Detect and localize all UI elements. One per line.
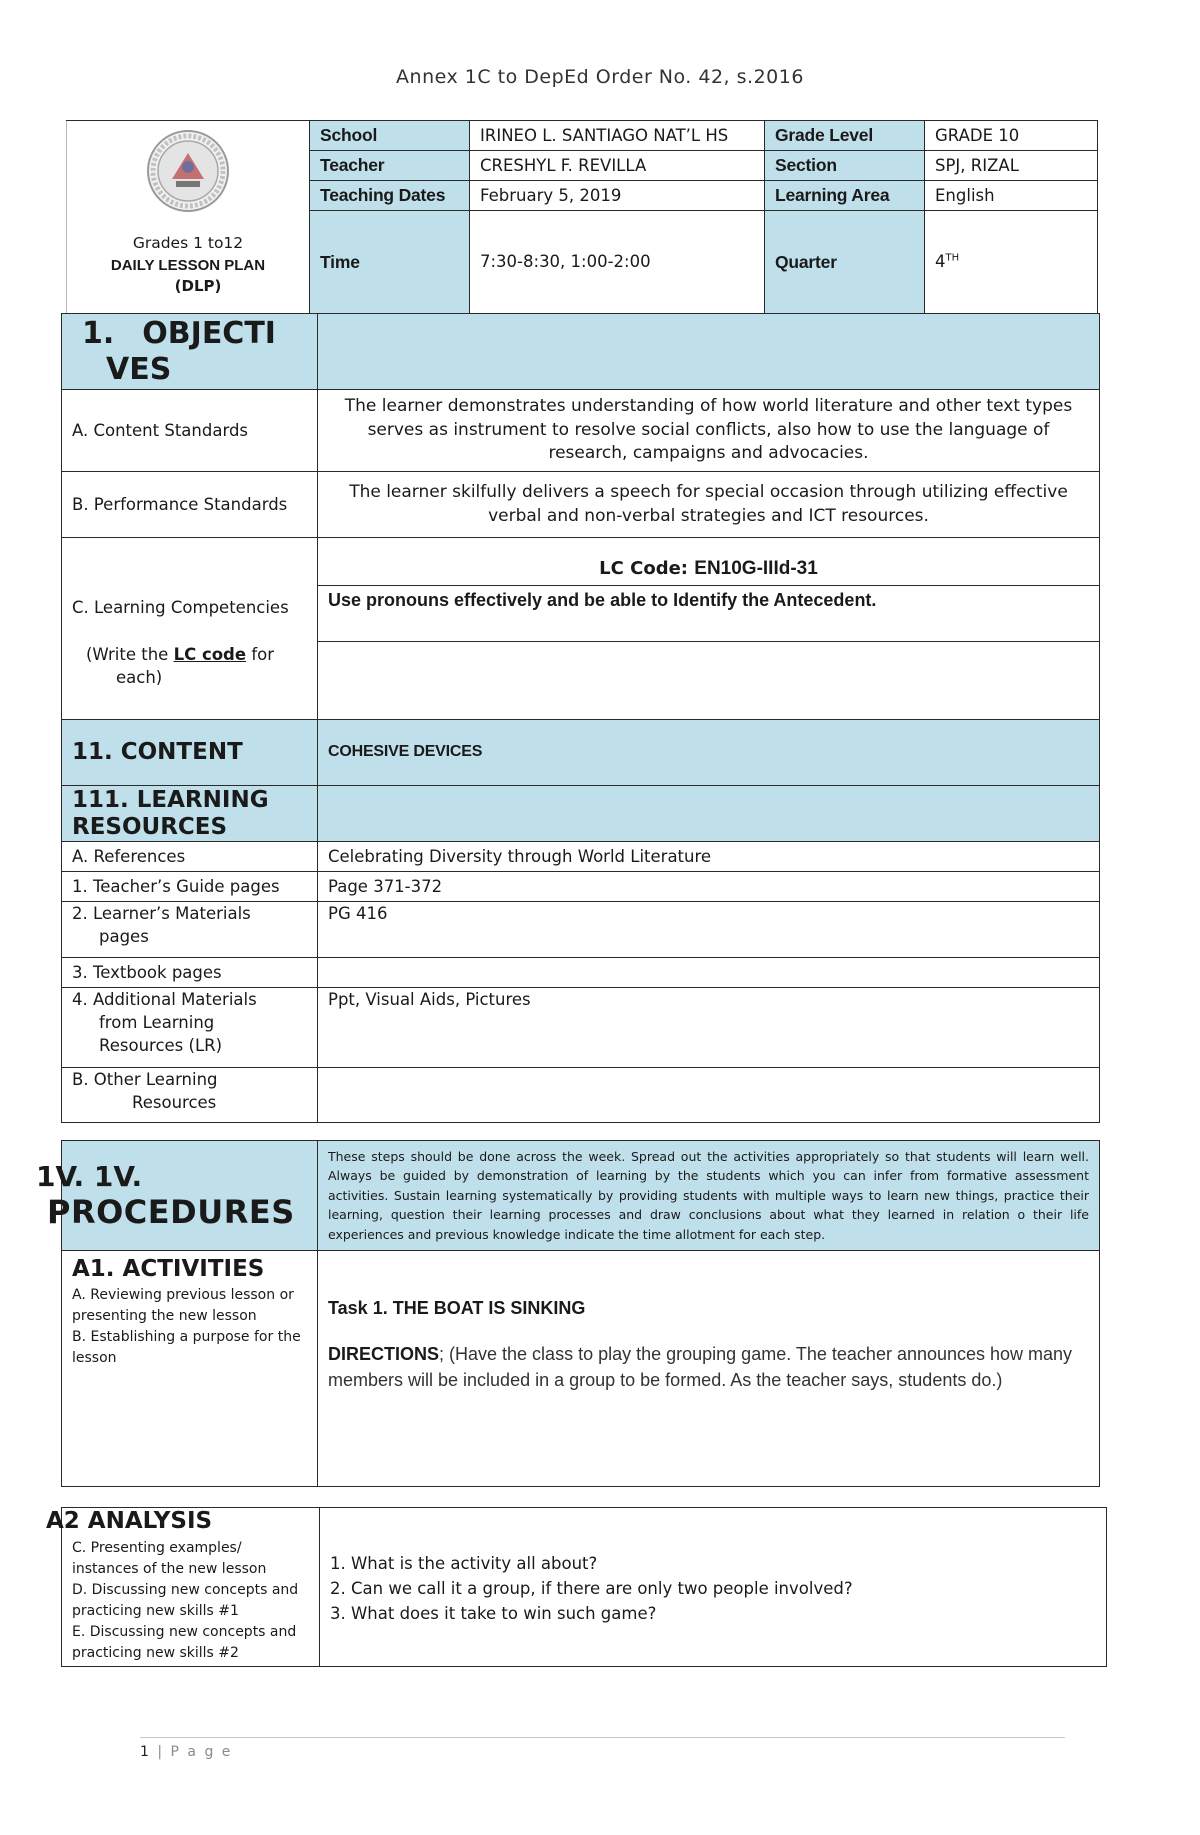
- write-lc-note: [72, 643, 307, 666]
- page-footer: [140, 1744, 232, 1760]
- school-label: School: [310, 121, 470, 151]
- learning-area-label: Learning Area: [765, 181, 925, 211]
- other-resources-value: [318, 1068, 1100, 1123]
- content-standards-text: The learner demonstrates understanding of how world literature and other text types serves as instrument to resolve social conflicts, also how to use the language of research, campaigns and advocacies.: [318, 390, 1100, 472]
- lm-label-1: 2. Learner’s Materials: [72, 904, 251, 923]
- activities-title: A1. ACTIVITIES: [72, 1255, 265, 1282]
- objectives-heading: [62, 314, 318, 390]
- time-value: 7:30-8:30, 1:00-2:00: [470, 211, 765, 314]
- activities-sub-b: B. Establishing a purpose for the lesson: [72, 1329, 301, 1367]
- analysis-sub-c: C. Presenting examples/ instances of the new lesson: [72, 1540, 267, 1577]
- task-cell: [318, 1250, 1100, 1486]
- directions-label: DIRECTIONS: [328, 1343, 440, 1364]
- resources-title-1: 111. LEARNING: [72, 787, 269, 814]
- grades-text: Grades 1 to12: [132, 234, 244, 253]
- question-3: 3. What does it take to win such game?: [330, 1603, 657, 1623]
- grade-level-value: GRADE 10: [925, 121, 1098, 151]
- quarter-value: [925, 211, 1098, 314]
- resources-title-2: RESOURCES: [72, 813, 228, 840]
- objectives-title-1: OBJECTI: [142, 315, 276, 351]
- dlp-abbrev: (DLP): [174, 276, 222, 295]
- teacher-label: Teacher: [310, 151, 470, 181]
- teachers-guide-label: 1. Teacher’s Guide pages: [62, 872, 318, 902]
- learning-area-value: English: [925, 181, 1098, 211]
- textbook-label: 3. Textbook pages: [62, 958, 318, 988]
- teacher-value: CRESHYL F. REVILLA: [470, 151, 765, 181]
- lm-label-2: pages: [99, 927, 149, 947]
- quarter-suffix: TH: [945, 252, 960, 264]
- dates-label: Teaching Dates: [310, 181, 470, 211]
- grade-level-label: Grade Level: [765, 121, 925, 151]
- directions-text: ; (Have the class to play the grouping game. The teacher announces how many members will be included in a group to be formed. As the teacher says, students do.): [328, 1343, 1073, 1391]
- learners-materials-label: [62, 902, 318, 958]
- dlp-title: DAILY LESSON PLAN: [110, 256, 266, 274]
- lc-code-value: EN10G-IIId-31: [694, 558, 818, 580]
- objectives-table: [61, 313, 1100, 1123]
- activities-cell: [62, 1250, 318, 1486]
- page-number: 1: [140, 1744, 151, 1760]
- procedures-note: These steps should be done across the week. Spread out the activities appropriately so that students will learn well. Always be guided by demonstration of learning by the students which you can infer from formative assessment activities. Sustain learning systematically by providing students with multiple ways to learn new things, practice their learning, question their learning processes and draw conclusions about what they learned in relation o their life experiences and previous knowledge indicate the time allotment for each step.: [318, 1141, 1100, 1251]
- other-resources-label: [62, 1068, 318, 1123]
- content-value: COHESIVE DEVICES: [318, 720, 1100, 786]
- dates-value: February 5, 2019: [470, 181, 765, 211]
- other-label-1: B. Other Learning: [72, 1070, 218, 1089]
- write-lc-code: LC code: [173, 645, 247, 665]
- additional-materials-value: Ppt, Visual Aids, Pictures: [318, 988, 1100, 1068]
- section-value: SPJ, RIZAL: [925, 151, 1098, 181]
- annex-title: Annex 1C to DepEd Order No. 42, s.2016: [396, 66, 804, 88]
- resources-empty: [318, 786, 1100, 842]
- add-label-3: Resources (LR): [99, 1036, 223, 1056]
- page-label: | P a g e: [157, 1744, 233, 1760]
- deped-seal-icon: [138, 127, 238, 219]
- write-lc-note-2: each): [116, 668, 163, 688]
- competencies-label: C. Learning Competencies: [72, 598, 289, 617]
- lc-code-label: LC Code:: [599, 558, 695, 580]
- performance-standards-label: B. Performance Standards: [62, 472, 318, 538]
- header-table: [66, 120, 1098, 314]
- analysis-questions: [320, 1508, 1107, 1667]
- procedures-title-2: PROCEDURES: [47, 1193, 295, 1231]
- procedures-title-1: 1V. 1V.: [36, 1160, 143, 1193]
- analysis-sub-d: D. Discussing new concepts and practicing new skills #1: [72, 1582, 299, 1619]
- content-standards-label: A. Content Standards: [62, 390, 318, 472]
- time-label: Time: [310, 211, 470, 314]
- objectives-title-2: VES: [106, 351, 172, 387]
- write-post: for: [246, 645, 275, 665]
- competency-empty: [318, 642, 1100, 720]
- resources-heading: [62, 786, 318, 842]
- lc-code-cell: [318, 538, 1100, 586]
- question-1: 1. What is the activity all about?: [330, 1554, 598, 1573]
- content-heading: 11. CONTENT: [62, 720, 318, 786]
- references-value: Celebrating Diversity through World Literature: [318, 842, 1100, 872]
- teachers-guide-value: Page 371-372: [318, 872, 1100, 902]
- task-directions: [328, 1341, 1089, 1393]
- task-title: Task 1. THE BOAT IS SINKING: [328, 1297, 586, 1318]
- question-2: 2. Can we call it a group, if there are only two people involved?: [330, 1578, 853, 1598]
- other-label-2: Resources: [132, 1093, 217, 1113]
- school-value: IRINEO L. SANTIAGO NAT’L HS: [470, 121, 765, 151]
- quarter-number: 4: [935, 252, 946, 272]
- performance-standards-text: The learner skilfully delivers a speech for special occasion through utilizing effective verbal and non-verbal strategies and ICT resources.: [318, 472, 1100, 538]
- objectives-empty: [318, 314, 1100, 390]
- section-label: Section: [765, 151, 925, 181]
- footer-divider: [140, 1737, 1065, 1738]
- school-logo-cell: [67, 121, 310, 314]
- objectives-number: 1.: [82, 315, 115, 351]
- add-label-1: 4. Additional Materials: [72, 990, 257, 1009]
- competencies-label-cell: [62, 538, 318, 720]
- quarter-label: Quarter: [765, 211, 925, 314]
- add-label-2: from Learning: [99, 1013, 215, 1033]
- competency-text: Use pronouns effectively and be able to Identify the Antecedent.: [318, 586, 1100, 642]
- references-label: A. References: [62, 842, 318, 872]
- activities-sub-a: A. Reviewing previous lesson or presenting the new lesson: [72, 1287, 294, 1325]
- write-pre: (Write the: [86, 645, 174, 665]
- analysis-title: A2 ANALYSIS: [46, 1508, 213, 1534]
- learners-materials-value: PG 416: [318, 902, 1100, 958]
- textbook-value: [318, 958, 1100, 988]
- analysis-table: [61, 1507, 1107, 1667]
- analysis-sub-e: E. Discussing new concepts and practicing new skills #2: [72, 1624, 297, 1661]
- additional-materials-label: [62, 988, 318, 1068]
